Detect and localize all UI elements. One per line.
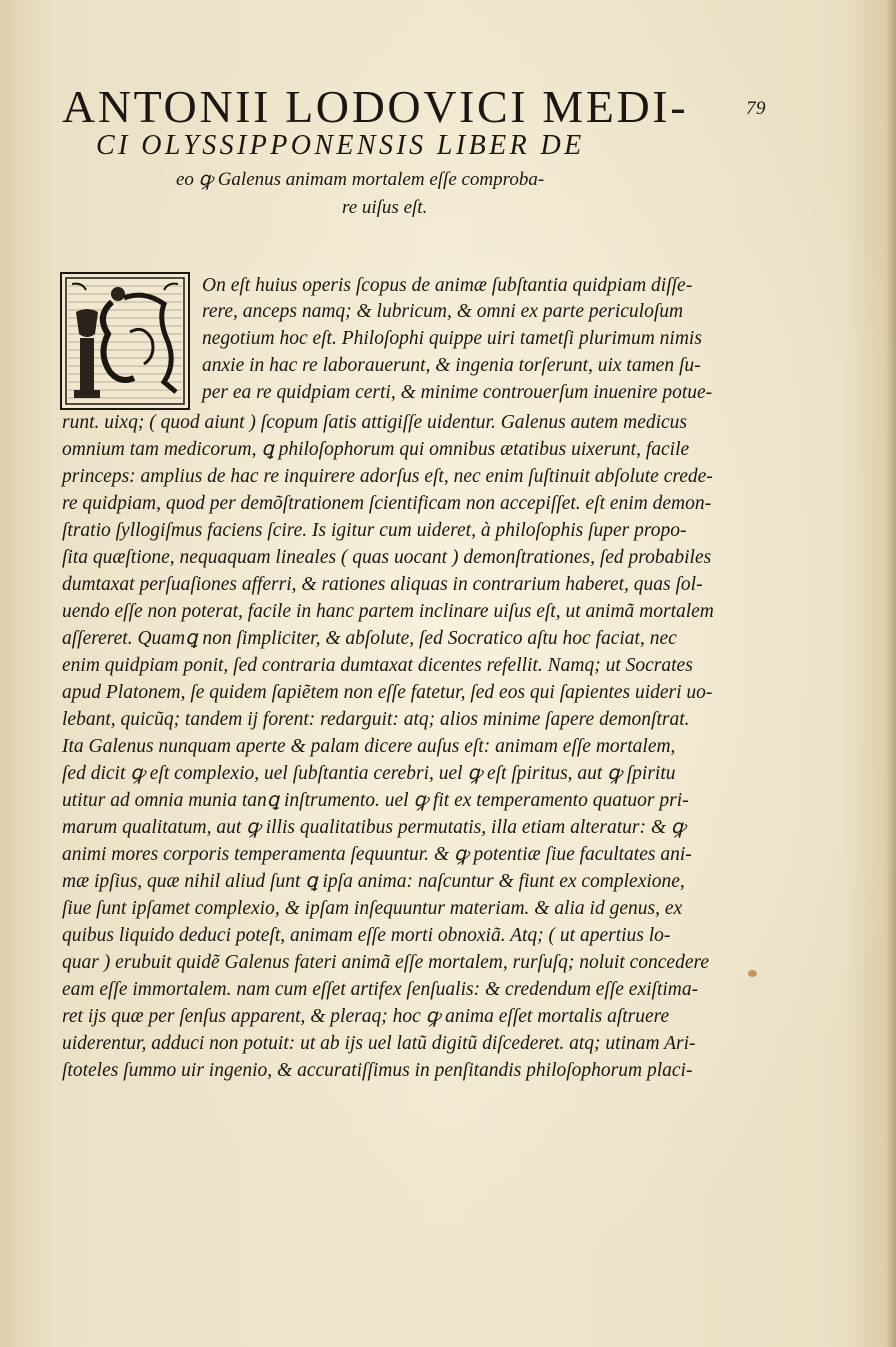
body-line: per ea re quidpiam certi, & minime controuerſum inuenire potue- (202, 382, 713, 403)
body-line: uiderentur, adduci non potuit: ut ab ijs uel latũ digitũ diſcederet. atq; utinam Ari- (62, 1033, 696, 1054)
body-line: ſtoteles ſummo uir ingenio, & accuratiſſimus in penſitandis philoſophorum placi- (62, 1060, 693, 1081)
title-line-4: re uiſus eſt. (342, 197, 428, 218)
body-line: dumtaxat perſuaſiones afferri, & rationes aliquas in contrarium haberet, quas ſol- (62, 574, 703, 595)
body-line: utitur ad omnia munia tanꝗ inſtrumento. uel ꝙ fit ex temperamento quatuor pri- (62, 790, 689, 811)
body-line: enim quidpiam ponit, ſed contraria dumtaxat dicentes refellit. Namq; ut Socrates (62, 655, 693, 676)
body-line: princeps: amplius de hac re inquirere adorſus eſt, nec enim ſuſtinuit abſolute crede- (62, 466, 713, 487)
title-line-2: CI OLYSSIPPONENSIS LIBER DE (96, 130, 585, 161)
page-edge-shadow (886, 0, 896, 1347)
body-line: lebant, quicũq; tandem ij forent: redarguit: atq; alios minime ſapere demonſtrat. (62, 709, 690, 730)
body-line: omnium tam medicorum, ꝗ philoſophorum qui omnibus ætatibus uixerunt, facile (62, 439, 690, 460)
body-line: negotium hoc eſt. Philoſophi quippe uiri tametſi plurimum nimis (202, 328, 702, 349)
body-line: quibus liquido deduci poteſt, animam eſſe morti obnoxiã. Atq; ( ut apertius lo- (62, 925, 671, 946)
body-line: anxie in hac re laborauerunt, & ingenia torſerunt, uix tamen ſu- (202, 355, 701, 376)
body-line: mæ ipſius, quæ nihil aliud ſunt ꝗ ipſa anima: naſcuntur & fiunt ex complexione, (62, 871, 685, 892)
ink-stain (748, 970, 757, 977)
body-line: apud Platonem, ſe quidem ſapiẽtem non eſſe fatetur, ſed eos qui ſapientes uideri uo- (62, 682, 713, 703)
body-line: ſiue ſunt ipſamet complexio, & ipſam inſequuntur materiam. & alia id genus, ex (62, 898, 683, 919)
decorated-initial-n-icon (60, 272, 190, 410)
body-line: re quidpiam, quod per demõſtrationem ſcientificam non accepiſſet. eſt enim demon- (62, 493, 712, 514)
body-line: ſtratio ſyllogiſmus faciens ſcire. Is igitur cum uideret, à philoſophis ſuper propo- (62, 520, 687, 541)
body-line: ſed dicit ꝙ eſt complexio, uel ſubſtantia cerebri, uel ꝙ eſt ſpiritus, aut ꝙ ſpiritu (62, 763, 676, 784)
body-line: Ita Galenus nunquam aperte & palam dicere auſus eſt: animam eſſe mortalem, (62, 736, 676, 757)
title-line-1: ANTONII LODOVICI MEDI- (62, 81, 689, 132)
body-line: animi mores corporis temperamenta ſequuntur. & ꝙ potentiæ ſiue facultates ani- (62, 844, 692, 865)
body-line: uendo eſſe non poterat, facile in hanc partem inclinare uiſus eſt, ut animã mortalem (62, 601, 714, 622)
body-line: runt. uixq; ( quod aiunt ) ſcopum ſatis attigiſſe uidentur. Galenus autem medicus (62, 412, 688, 433)
page-number: 79 (746, 98, 766, 119)
body-line: aſſereret. Quamꝗ non ſimpliciter, & abſolute, ſed Socratico aſtu hoc faciat, nec (62, 628, 677, 649)
body-line: quar ) erubuit quidẽ Galenus fateri animã eſſe mortalem, rurſuſq; noluit concedere (62, 952, 710, 973)
body-line: eam eſſe immortalem. nam cum eſſet artifex ſenſualis: & credendum eſſe exiſtima- (62, 979, 699, 1000)
body-line: ſita quæſtione, nequaquam lineales ( quas uocant ) demonſtrationes, ſed probabiles (62, 547, 712, 568)
title-line-3: eo ꝙ Galenus animam mortalem eſſe comproba- (176, 169, 545, 190)
body-line: marum qualitatum, aut ꝙ illis qualitatibus permutatis, illa etiam alteratur: & ꝙ (62, 817, 686, 838)
body-line: ret ijs quæ per ſenſus apparent, & pleraq; hoc ꝙ anima eſſet mortalis aſtruere (62, 1006, 670, 1027)
body-line: rere, anceps namq; & lubricum, & omni ex parte periculoſum (202, 301, 684, 322)
body-line: On eſt huius operis ſcopus de animæ ſubſtantia quidpiam diſſe- (202, 275, 693, 296)
